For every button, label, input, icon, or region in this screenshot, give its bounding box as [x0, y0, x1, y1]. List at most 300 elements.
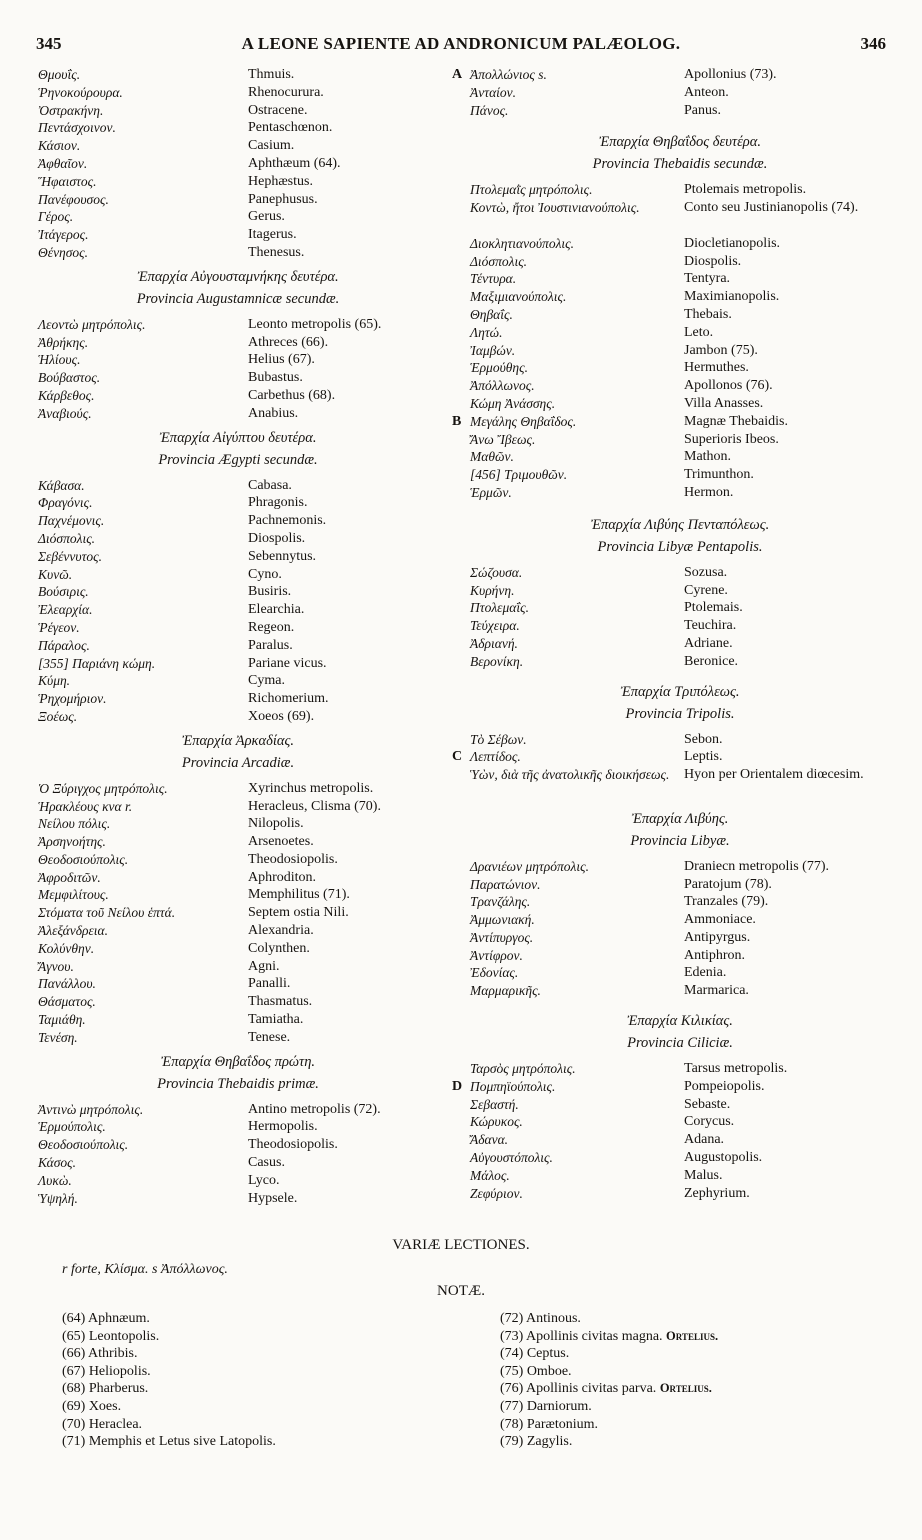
- latin-name: Arsenoetes.: [248, 834, 314, 850]
- latin-name: Hermon.: [684, 484, 734, 500]
- note-item: [62, 1398, 442, 1416]
- latin-name: Antino metropolis (72).: [248, 1101, 381, 1117]
- page-number-left: 345: [36, 34, 62, 53]
- section-heading-latin: Provincia Tripolis.: [625, 705, 735, 722]
- section-heading-latin: Provincia Ciliciæ.: [627, 1035, 733, 1052]
- latin-name: Antipyrgus.: [684, 929, 751, 945]
- greek-name: Πτολεμαΐς.: [470, 600, 529, 616]
- list-item: [470, 1113, 890, 1131]
- greek-name: Ἀλεξάνδρεια.: [38, 923, 108, 939]
- greek-name: Μεμφιλίτους.: [38, 887, 109, 903]
- latin-name: Tarsus metropolis.: [684, 1061, 788, 1077]
- note-item: [62, 1345, 442, 1363]
- list-item: [38, 155, 438, 173]
- greek-name: Ἄδανα.: [470, 1132, 509, 1148]
- latin-name: Jambon (75).: [684, 342, 758, 358]
- list-item: [38, 66, 438, 84]
- latin-name: Augustopolis.: [684, 1150, 763, 1166]
- latin-name: Regeon.: [248, 619, 295, 635]
- greek-name: Ἑρμούπολις.: [38, 1119, 106, 1135]
- note-text: (75) Omboe.: [500, 1363, 572, 1379]
- latin-name: Pachnemonis.: [248, 513, 327, 529]
- section-heading-latin: Provincia Libyæ Pentapolis.: [597, 538, 763, 555]
- list-item: [470, 181, 890, 199]
- notes-right: [500, 1310, 880, 1451]
- section-heading-greek: Ἐπαρχία Κιλικίας.: [627, 1013, 733, 1030]
- latin-name: Magnæ Thebaidis.: [684, 413, 788, 429]
- note-item: [500, 1328, 880, 1346]
- greek-name: Κάσιον.: [38, 138, 81, 154]
- list-item: [38, 387, 438, 405]
- latin-name: Panus.: [684, 102, 721, 118]
- note-item: [62, 1310, 442, 1328]
- list-item: [452, 66, 890, 84]
- list-item: [452, 1078, 890, 1096]
- section-heading-greek: Ἐπαρχία Θηβαΐδος δευτέρα.: [599, 134, 761, 151]
- latin-name: Pompeiopolis.: [684, 1078, 765, 1094]
- section-heading-greek: Ἐπαρχία Λιβύης Πενταπόλεως.: [590, 516, 770, 533]
- list-item: [38, 137, 438, 155]
- greek-name: Ἐλεαρχία.: [38, 602, 93, 618]
- list-item: [470, 876, 890, 894]
- greek-name: Ἥφαιστος.: [38, 173, 97, 189]
- greek-name: Ὑὼν, διὰ τῆς ἀνατολικῆς διοικήσεως.: [470, 767, 670, 783]
- list-item: [470, 582, 890, 600]
- latin-name: Septem ostia Nili.: [248, 905, 349, 921]
- greek-name: Ἀθρήκης.: [38, 334, 89, 350]
- list-item: [38, 316, 438, 334]
- list-item: [470, 731, 890, 749]
- list-item: [470, 1131, 890, 1149]
- greek-name: Ἑρμῶν.: [470, 484, 512, 500]
- greek-name: Ξοέως.: [38, 708, 78, 724]
- greek-name: Διοκλητιανούπολις.: [470, 235, 575, 251]
- variae-lectiones-title: VARIÆ LECTIONES.: [392, 1237, 530, 1253]
- latin-name: Paratojum (78).: [684, 876, 772, 892]
- greek-name: Κώρυκος.: [470, 1114, 523, 1130]
- latin-name: Xyrinchus metropolis.: [248, 780, 374, 796]
- greek-name: Θηβαΐς.: [470, 306, 513, 322]
- margin-marker: A: [452, 67, 463, 82]
- section-heading-greek: Ἐπαρχία Ἀρκαδίας.: [181, 732, 295, 749]
- greek-name: Κυρήνη.: [470, 582, 515, 598]
- list-item: [38, 530, 438, 548]
- list-item: [470, 377, 890, 395]
- greek-name: Κολύνθην.: [38, 940, 95, 956]
- list-item: [38, 173, 438, 191]
- greek-name: Τεύχειρα.: [470, 618, 520, 634]
- page-number-right: 346: [860, 34, 886, 53]
- left-column: [38, 66, 438, 1207]
- list-item: [452, 748, 890, 766]
- list-item: [38, 351, 438, 369]
- latin-name: Casium.: [248, 138, 295, 154]
- latin-name: Richomerium.: [248, 691, 329, 707]
- greek-name: Αὐγουστόπολις.: [470, 1150, 553, 1166]
- list-item: [470, 893, 890, 911]
- latin-name: Rhenocurura.: [248, 84, 324, 100]
- list-item: [38, 672, 438, 690]
- greek-name: Λητώ.: [470, 324, 503, 340]
- section-heading-greek: Ἐπαρχία Θηβαΐδος πρώτη.: [160, 1053, 316, 1070]
- note-item: [500, 1398, 880, 1416]
- latin-name: Antiphron.: [684, 947, 746, 963]
- latin-name: Theodosiopolis.: [248, 1137, 338, 1153]
- latin-name: Anabius.: [248, 405, 299, 421]
- latin-name: Tranzales (79).: [684, 894, 769, 910]
- list-item: [470, 564, 890, 582]
- latin-name: Bubastus.: [248, 370, 303, 386]
- list-item: [38, 494, 438, 512]
- section-heading-greek: Ἐπαρχία Τριπόλεως.: [620, 683, 740, 700]
- list-item: [38, 1011, 438, 1029]
- latin-name: Adriane.: [684, 635, 733, 651]
- list-item: [470, 599, 890, 617]
- greek-name: Λεοντὼ μητρόπολις.: [38, 316, 146, 332]
- list-item: [38, 405, 438, 423]
- list-item: [38, 369, 438, 387]
- latin-name: Phragonis.: [248, 495, 308, 511]
- note-text: (79) Zagylis.: [500, 1434, 573, 1450]
- latin-name: Ostracene.: [248, 102, 308, 118]
- latin-name: Agni.: [248, 958, 280, 974]
- list-block: [38, 477, 438, 726]
- latin-name: Panephusus.: [248, 191, 318, 207]
- latin-name: Pentaschœnon.: [248, 120, 333, 136]
- latin-name: Thasmatus.: [248, 994, 313, 1010]
- latin-name: Gerus.: [248, 209, 285, 225]
- greek-name: Ταρσὸς μητρόπολις.: [470, 1061, 576, 1077]
- list-item: [470, 766, 890, 802]
- latin-name: Itagerus.: [248, 227, 297, 243]
- note-text: (64) Aphnæum.: [62, 1311, 150, 1326]
- section-heading-latin: Provincia Arcadiæ.: [181, 754, 295, 771]
- list-item: [38, 815, 438, 833]
- latin-name: Hephæstus.: [248, 173, 313, 189]
- latin-name: Sebon.: [684, 731, 723, 747]
- list-item: [470, 342, 890, 360]
- latin-name: Hermopolis.: [248, 1119, 318, 1135]
- latin-name: Teuchira.: [684, 618, 737, 634]
- greek-name: Ὀστρακήνη.: [38, 102, 104, 118]
- page-header: [36, 34, 886, 56]
- list-item: [38, 886, 438, 904]
- greek-name: Ἰαμβών.: [470, 342, 516, 358]
- latin-name: Hypsele.: [248, 1190, 298, 1206]
- list-item: [38, 922, 438, 940]
- latin-name: Edenia.: [684, 965, 727, 981]
- greek-name: Νείλου πόλις.: [38, 816, 111, 832]
- list-item: [470, 964, 890, 982]
- latin-name: Mathon.: [684, 449, 732, 465]
- list-item: [38, 833, 438, 851]
- running-title: A LEONE SAPIENTE AD ANDRONICUM PALÆOLOG.: [241, 34, 681, 53]
- list-block: [470, 858, 890, 1000]
- greek-name: Μάλος.: [470, 1167, 510, 1183]
- list-item: [470, 466, 890, 484]
- greek-name: Κάβασα.: [38, 477, 85, 493]
- list-item: [470, 947, 890, 965]
- note-text: (77) Darniorum.: [500, 1398, 592, 1414]
- latin-name: Heracleus, Clisma (70).: [248, 798, 381, 814]
- list-item: [38, 334, 438, 352]
- latin-name: Thmuis.: [248, 67, 295, 82]
- list-item: [470, 270, 890, 288]
- section-heading-greek: Ἐπαρχία Αἰγύπτου δευτέρα.: [159, 429, 317, 446]
- note-item: [500, 1433, 880, 1451]
- list-item: [38, 601, 438, 619]
- note-author: Ortelius.: [659, 1381, 712, 1396]
- list-item: [38, 798, 438, 816]
- latin-name: Beronice.: [684, 653, 739, 669]
- greek-name: Σεβαστή.: [470, 1096, 519, 1112]
- list-block: [470, 235, 890, 413]
- greek-name: Τενέση.: [38, 1029, 78, 1045]
- note-item: [62, 1416, 442, 1434]
- note-text: (67) Heliopolis.: [62, 1363, 151, 1379]
- list-item: [38, 958, 438, 976]
- latin-name: Tenese.: [248, 1029, 291, 1045]
- list-item: [38, 619, 438, 637]
- list-item: [38, 993, 438, 1011]
- latin-name: Sebaste.: [684, 1096, 731, 1112]
- latin-name: Elearchia.: [248, 602, 305, 618]
- list-item: [470, 235, 890, 253]
- greek-name: Βούβαστος.: [38, 370, 101, 386]
- margin-marker: B: [452, 413, 462, 429]
- latin-name: Colynthen.: [248, 940, 310, 956]
- latin-name: Malus.: [684, 1167, 723, 1183]
- list-item: [470, 617, 890, 635]
- greek-name: Ἀναβιούς.: [38, 405, 92, 421]
- list-item: [38, 940, 438, 958]
- latin-name: Villa Anasses.: [684, 395, 764, 411]
- list-item: [38, 851, 438, 869]
- note-text: (69) Xoes.: [62, 1398, 122, 1414]
- greek-name: Ἀπολλώνιος s.: [470, 67, 547, 82]
- list-block: [38, 1101, 438, 1208]
- latin-name: Theodosiopolis.: [248, 851, 338, 867]
- greek-name: Πάνος.: [470, 102, 509, 118]
- greek-name: Ἀντίφρον.: [470, 947, 523, 963]
- list-item: [38, 708, 438, 726]
- greek-name: Ῥέγεον.: [38, 619, 80, 635]
- greek-name: Ἡλίους.: [38, 352, 81, 368]
- note-item: [62, 1328, 442, 1346]
- variae-lectiones-text: r forte, Κλίσμα. s Ἀπόλλωνος.: [62, 1262, 228, 1277]
- list-item: [38, 226, 438, 244]
- list-item: [38, 191, 438, 209]
- greek-name: Ἄνω Ἴβεως.: [470, 431, 536, 447]
- greek-name: Παρατώνιον.: [470, 876, 541, 892]
- latin-name: Busiris.: [248, 584, 292, 600]
- list-item: [470, 653, 890, 671]
- greek-name: Διόσπολις.: [38, 530, 96, 546]
- latin-name: Tamiatha.: [248, 1012, 304, 1028]
- list-item: [470, 431, 890, 449]
- list-item: [452, 413, 890, 431]
- latin-name: Aphthæum (64).: [248, 155, 341, 171]
- latin-name: Sozusa.: [684, 564, 728, 580]
- greek-name: Σώζουσα.: [470, 564, 523, 580]
- note-text: (71) Memphis et Letus sive Latopolis.: [62, 1434, 276, 1450]
- note-item: [62, 1433, 442, 1451]
- list-item: [470, 324, 890, 342]
- latin-name: Leto.: [684, 324, 714, 340]
- note-item: [500, 1416, 880, 1434]
- greek-name: Γέρος.: [38, 209, 74, 225]
- greek-name: Θεοδοσιούπολις.: [38, 1137, 129, 1153]
- greek-name: Πανέφουσος.: [38, 191, 109, 207]
- latin-name: Paralus.: [248, 637, 293, 653]
- list-item: [470, 1167, 890, 1185]
- greek-name: Πεντάσχοινον.: [38, 120, 116, 136]
- section-heading-greek: Ἐπαρχία Αὐγουσταμνήκης δευτέρα.: [137, 268, 339, 285]
- list-item: [38, 477, 438, 495]
- latin-name: Thebais.: [684, 306, 732, 322]
- greek-name: Ὑψηλή.: [38, 1190, 78, 1206]
- latin-name: Lyco.: [248, 1172, 280, 1188]
- greek-name: Κώμη Ἀνάσσης.: [470, 395, 556, 411]
- section-heading-latin: Provincia Thebaidis secundæ.: [592, 156, 768, 173]
- list-item: [470, 929, 890, 947]
- greek-name: Θένησος.: [38, 244, 89, 260]
- latin-name: Adana.: [684, 1132, 725, 1148]
- latin-name: Diospolis.: [684, 253, 742, 269]
- greek-name: Λυκὼ.: [38, 1172, 72, 1188]
- latin-name: Casus.: [248, 1155, 285, 1171]
- latin-name: Sebennytus.: [248, 548, 317, 564]
- greek-name: Τρανζάλης.: [470, 894, 531, 910]
- greek-name: Ἀπόλλωνος.: [470, 378, 535, 394]
- greek-name: Πανάλλου.: [38, 976, 96, 992]
- greek-name: Ἀδριανή.: [470, 635, 518, 651]
- greek-name: Μαξιμιανούπολις.: [470, 289, 567, 305]
- latin-name: Anteon.: [684, 84, 729, 100]
- greek-name: Ἀρσηνοήτης.: [38, 834, 106, 850]
- list-item: [470, 199, 890, 235]
- note-item: [500, 1363, 880, 1381]
- latin-name: Helius (67).: [248, 352, 315, 368]
- list-item: [470, 1149, 890, 1167]
- greek-name: Ῥηχομήριον.: [38, 691, 107, 707]
- latin-name: Corycus.: [684, 1114, 735, 1130]
- note-text: (76) Apollinis civitas parva.: [500, 1381, 657, 1397]
- latin-name: Panalli.: [248, 976, 291, 992]
- greek-name: Πομπηϊούπολις.: [470, 1078, 556, 1094]
- note-item: [62, 1380, 442, 1398]
- note-item: [500, 1310, 880, 1328]
- list-item: [38, 208, 438, 226]
- greek-name: Ἀντινὼ μητρόπολις.: [38, 1101, 144, 1117]
- latin-name: Thenesus.: [248, 244, 305, 260]
- greek-name: Θμουΐς.: [38, 67, 81, 82]
- greek-name: Ὁ Ξύριγχος μητρόπολις.: [38, 780, 168, 796]
- latin-name: Maximianopolis.: [684, 289, 780, 305]
- latin-name: Draniecn metropolis (77).: [684, 858, 830, 874]
- notes-left: [62, 1310, 442, 1451]
- greek-name: [456] Τριμουθῶν.: [470, 467, 568, 483]
- greek-name: Στόματα τοῦ Νείλου ἑπτά.: [38, 905, 176, 921]
- list-block: [470, 564, 890, 671]
- notae-title: NOTÆ.: [437, 1283, 485, 1299]
- latin-name: Leptis.: [684, 749, 723, 765]
- greek-name: Ζεφύριον.: [470, 1185, 523, 1201]
- greek-name: Δρανιέων μητρόπολις.: [470, 858, 589, 874]
- greek-name: Τὸ Σέβων.: [470, 731, 527, 747]
- greek-name: Κοντὼ, ἤτοι Ἰουστινιανούπολις.: [470, 200, 640, 216]
- section-heading-latin: Provincia Augustamnicæ secundæ.: [136, 290, 340, 307]
- list-item: [470, 1096, 890, 1114]
- greek-name: Πτολεμαῒς μητρόπολις.: [470, 182, 593, 198]
- greek-name: Ἰτάγερος.: [38, 227, 89, 243]
- latin-name: Nilopolis.: [248, 816, 304, 832]
- list-block: [470, 1096, 890, 1203]
- latin-name: Aphroditon.: [248, 869, 317, 885]
- latin-name: Apollonius (73).: [684, 67, 777, 82]
- note-text: (68) Pharberus.: [62, 1381, 149, 1397]
- greek-name: Θεοδοσιούπολις.: [38, 851, 129, 867]
- list-item: [38, 102, 438, 120]
- greek-name: Διόσπολις.: [470, 253, 528, 269]
- list-item: [38, 1136, 438, 1154]
- latin-name: Leonto metropolis (65).: [248, 316, 382, 332]
- latin-name: Apollonos (76).: [684, 378, 773, 394]
- list-item: [38, 566, 438, 584]
- greek-name: Ῥηνοκούρουρα.: [38, 84, 123, 100]
- greek-name: Ταμιάθη.: [38, 1012, 86, 1028]
- list-item: [38, 904, 438, 922]
- greek-name: Τέντυρα.: [470, 271, 517, 287]
- greek-name: Ἀμμωνιακή.: [470, 912, 535, 928]
- greek-name: Παχνέμονις.: [38, 513, 105, 529]
- latin-name: Zephyrium.: [684, 1185, 750, 1201]
- greek-name: Βούσιρις.: [38, 584, 89, 600]
- note-text: (78) Parætonium.: [500, 1416, 598, 1432]
- list-block: [38, 780, 438, 1047]
- list-item: [38, 512, 438, 530]
- greek-name: Ἑρμούθης.: [470, 360, 528, 376]
- list-item: [38, 869, 438, 887]
- latin-name: Diocletianopolis.: [684, 235, 781, 251]
- latin-name: Pariane vicus.: [248, 655, 327, 671]
- latin-name: Xoeos (69).: [248, 708, 315, 724]
- section-heading-greek: Ἐπαρχία Λιβύης.: [631, 810, 729, 827]
- greek-name: Μεγάλης Θηβαΐδος.: [470, 413, 577, 429]
- section-heading-latin: Provincia Libyæ.: [630, 832, 730, 849]
- greek-name: Λεπτίδος.: [470, 749, 521, 765]
- greek-name: Σεβέννυτος.: [38, 548, 102, 564]
- latin-name: Ammoniace.: [684, 912, 756, 928]
- latin-name: Hyon per Orientalem diœcesim.: [684, 767, 864, 783]
- greek-name: [355] Παριάνη κώμη.: [38, 655, 156, 671]
- section-heading-latin: Provincia Ægypti secundæ.: [158, 451, 318, 468]
- note-text: (65) Leontopolis.: [62, 1328, 160, 1344]
- list-item: [38, 583, 438, 601]
- greek-name: Κύμη.: [38, 673, 71, 689]
- greek-name: Ἄγνου.: [38, 958, 74, 974]
- section-heading-latin: Provincia Thebaidis primæ.: [157, 1075, 319, 1092]
- list-item: [470, 359, 890, 377]
- note-item: [62, 1363, 442, 1381]
- latin-name: Marmarica.: [684, 983, 749, 999]
- list-item: [38, 655, 438, 673]
- right-column: [452, 66, 890, 1202]
- list-item: [38, 1101, 438, 1119]
- list-item: [470, 448, 890, 466]
- list-item: [470, 484, 890, 502]
- list-item: [470, 982, 890, 1000]
